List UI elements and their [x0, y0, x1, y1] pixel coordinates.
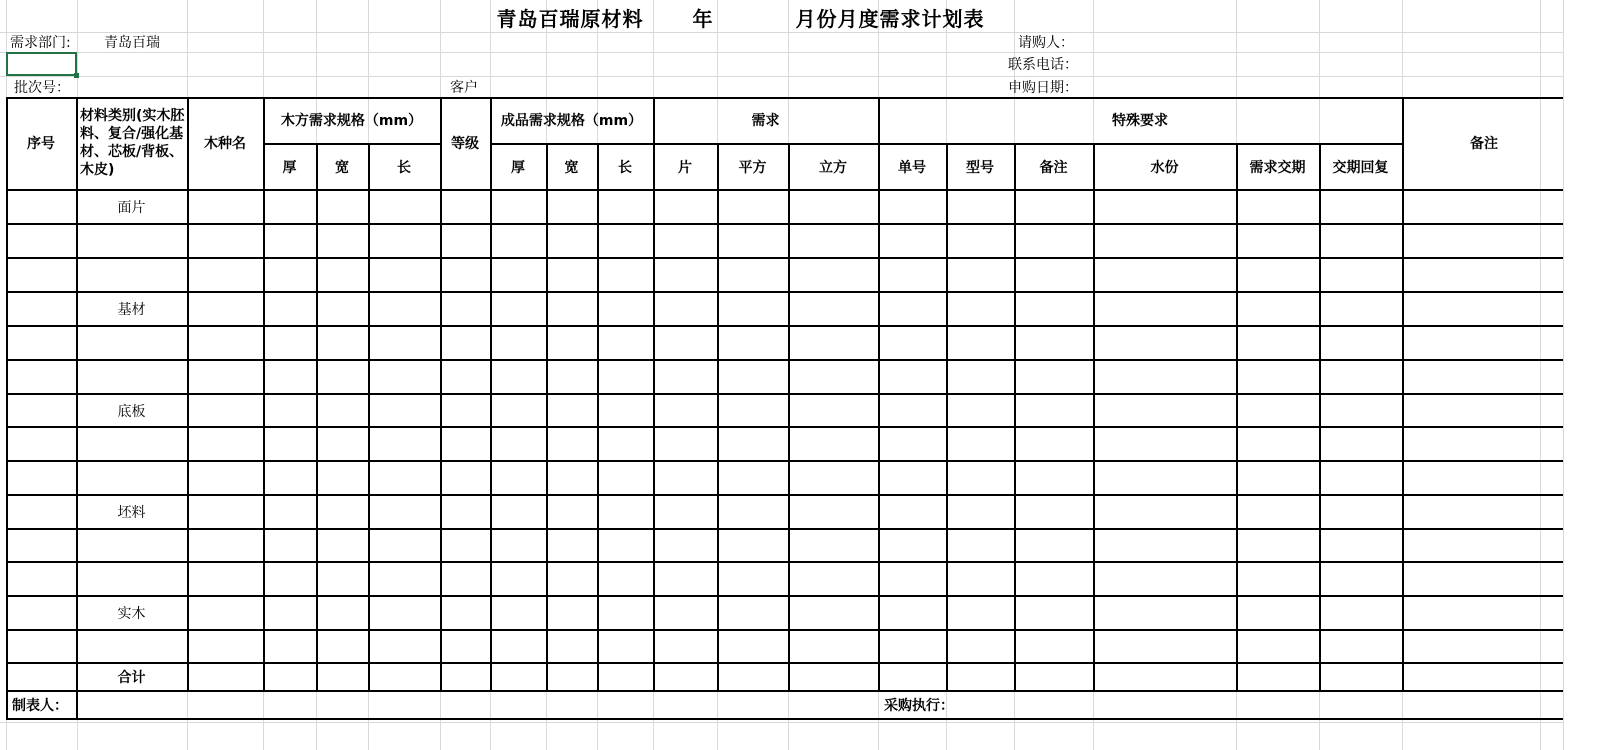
page-title-part2: 年 [692, 6, 714, 31]
header-sqm: 平方 [738, 160, 767, 176]
header-width: 宽 [335, 160, 349, 176]
header-remark: 备注 [1470, 136, 1498, 152]
header-wood: 木种名 [204, 136, 246, 152]
header-length: 长 [397, 160, 411, 176]
sheet-edge [1563, 0, 1623, 750]
total-label: 合计 [117, 670, 146, 686]
batch-label: 批次号： [14, 80, 70, 96]
header-special: 特殊要求 [1112, 113, 1168, 129]
header-material: 材料类别(实木胚料、复合/强化基材、芯板/背板、木皮) [80, 108, 185, 178]
dept-label: 需求部门: [10, 35, 71, 51]
maker-label: 制表人： [12, 698, 68, 714]
requester-label: 请购人： [1018, 35, 1074, 51]
category-bottom-board: 底板 [117, 403, 146, 420]
category-face: 面片 [117, 200, 146, 216]
header-p-thick: 厚 [511, 160, 525, 176]
purchase-label: 采购执行： [884, 698, 954, 714]
header-p-width: 宽 [564, 160, 579, 176]
header-grade: 等级 [451, 136, 479, 152]
dept-value[interactable]: 青岛百瑞 [104, 35, 160, 51]
header-p-length: 长 [618, 160, 632, 176]
header-order-no: 单号 [898, 160, 926, 176]
phone-label: 联系电话： [1008, 57, 1078, 73]
header-product-spec: 成品需求规格（mm） [500, 113, 643, 129]
header-thick: 厚 [282, 160, 297, 176]
date-label: 申购日期： [1008, 80, 1078, 96]
header-moisture: 水份 [1150, 160, 1179, 176]
header-note: 备注 [1039, 160, 1068, 176]
header-wood-spec: 木方需求规格（mm） [280, 113, 423, 129]
selected-cell[interactable] [6, 52, 77, 76]
page-title-part1: 青岛百瑞原材料 [496, 6, 644, 31]
category-solid-wood: 实木 [117, 606, 146, 622]
header-delivery: 需求交期 [1249, 160, 1306, 176]
customer-label: 客户 [450, 80, 478, 96]
header-demand: 需求 [751, 113, 780, 129]
category-blank: 坯料 [117, 505, 146, 521]
category-substrate: 基材 [117, 302, 146, 318]
header-cbm: 立方 [819, 160, 847, 176]
header-pieces: 片 [678, 160, 692, 176]
header-model: 型号 [966, 160, 994, 176]
page-title-part3: 月份月度需求计划表 [795, 6, 985, 31]
header-reply: 交期回复 [1332, 160, 1389, 176]
header-seq: 序号 [27, 136, 55, 152]
